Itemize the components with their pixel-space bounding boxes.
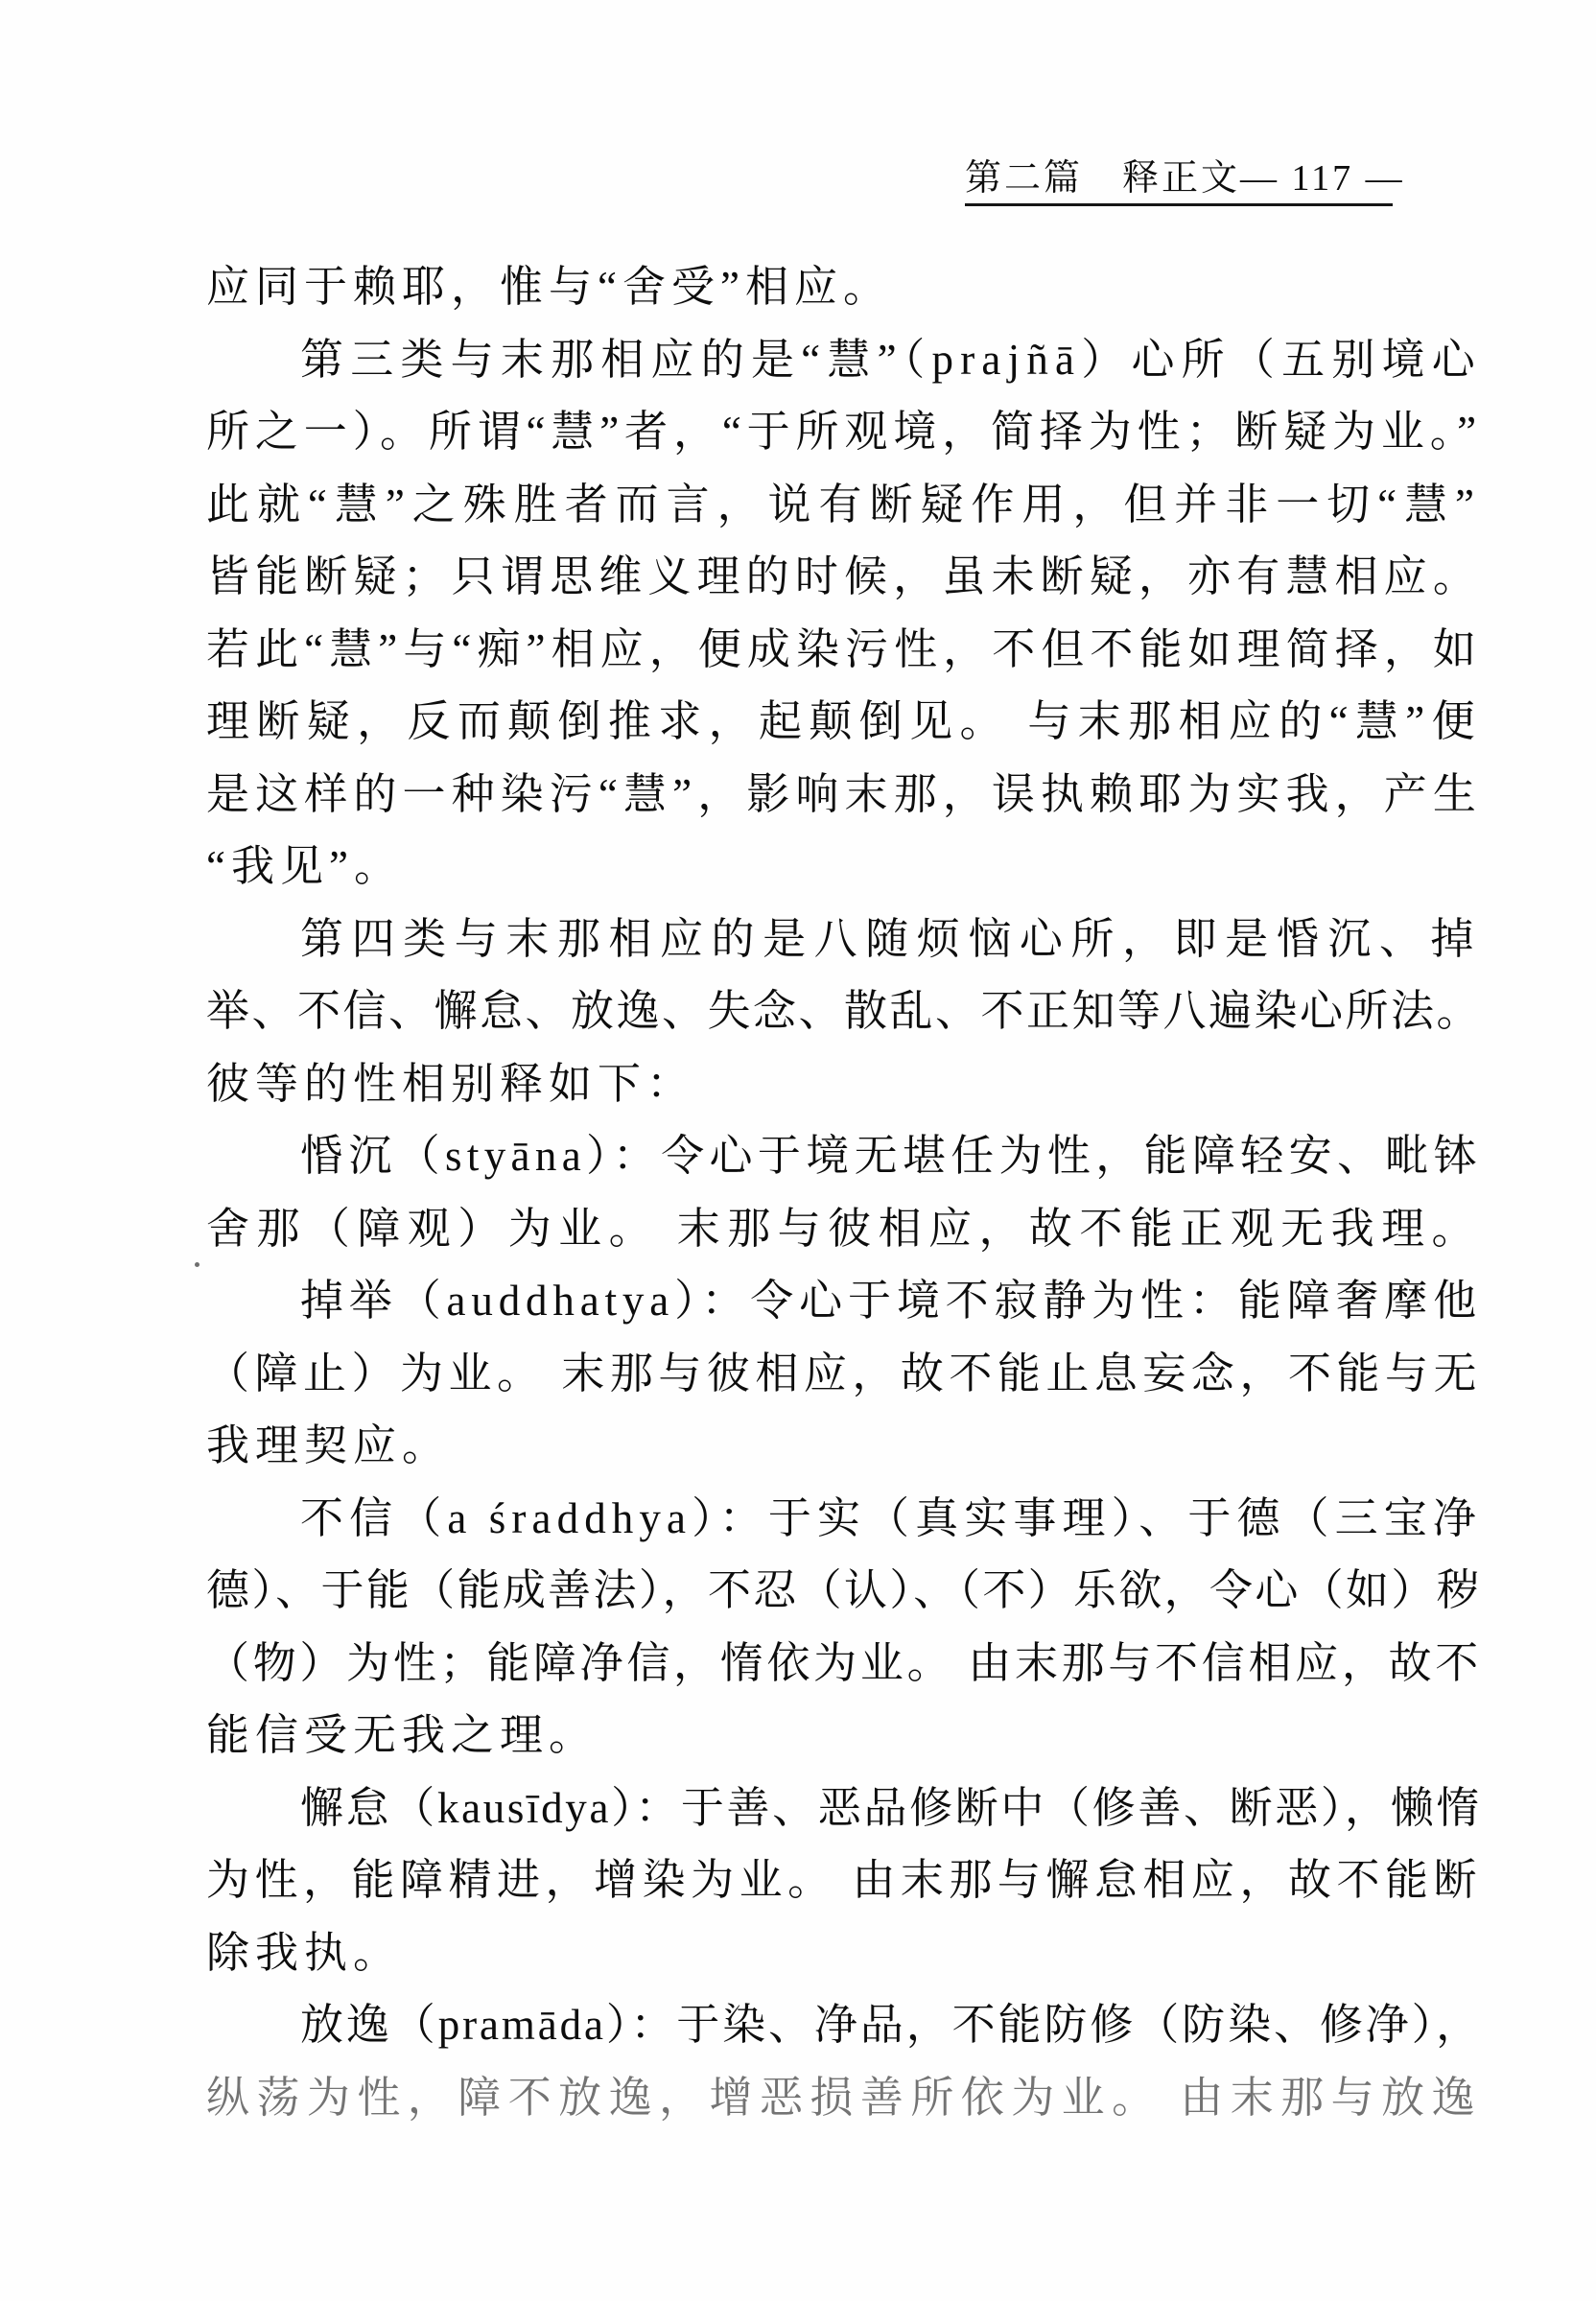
text-line — [206, 396, 1482, 469]
text-line-content: 第四类与末那相应的是八随烦恼心所，即是惛沉、掉 — [300, 914, 1482, 963]
page-header — [965, 144, 1405, 206]
text-line — [206, 1410, 1482, 1483]
text-line — [206, 1700, 1482, 1773]
text-line-content: 皆能断疑；只谓思维义理的时候，虽未断疑，亦有慧相应。 — [206, 552, 1482, 600]
text-line-content: 理断疑，反而颠倒推求，起颠倒见。 与末那相应的“慧”便 — [206, 697, 1482, 745]
text-line-content: 为性，能障精进，增染为业。 由末那与懈怠相应，故不能断 — [206, 1856, 1482, 1904]
header-page-number: — 117 — — [1240, 158, 1405, 200]
text-line — [206, 1917, 1482, 1990]
text-line — [206, 1844, 1482, 1917]
text-line — [206, 831, 1482, 904]
text-line — [206, 1193, 1482, 1266]
text-line-content: 掉举（auddhatya）：令心于境不寂静为性：能障奢摩他 — [300, 1277, 1482, 1325]
text-line-content: 惛沉（styāna）：令心于境无堪任为性，能障轻安、毗钵 — [300, 1132, 1482, 1180]
text-line — [206, 686, 1482, 759]
text-line-content: 彼等的性相别释如下： — [206, 1059, 696, 1108]
text-line-content: “我见”。 — [206, 842, 403, 890]
text-line — [206, 324, 1482, 397]
text-line — [206, 975, 1482, 1048]
text-line — [206, 469, 1482, 542]
text-line-content: 不信（a śraddhya）：于实（真实事理）、于德（三宝净 — [300, 1493, 1482, 1542]
body-text — [206, 251, 1482, 2134]
text-line-content: 能信受无我之理。 — [206, 1711, 598, 1759]
text-line-content: 懈怠（kausīdya）：于善、恶品修断中（修善、断恶），懒惰 — [300, 1783, 1482, 1832]
text-line-content: 应同于赖耶，惟与“舍受”相应。 — [206, 263, 892, 311]
text-line-content: 第三类与末那相应的是“慧”（prajñā）心所（五别境心 — [300, 335, 1482, 384]
text-line — [206, 614, 1482, 687]
text-line — [206, 1628, 1482, 1701]
text-line-content: 纵荡为性，障不放逸，增恶损善所依为业。 由末那与放逸 — [206, 2073, 1482, 2122]
text-line-content: 我理契应。 — [206, 1421, 452, 1469]
text-line-content: 所之一）。所谓“慧”者，“于所观境，简择为性；断疑为业。” — [206, 408, 1482, 456]
text-line — [206, 1120, 1482, 1193]
text-line-content: 若此“慧”与“痴”相应，便成染污性，不但不能如理简择，如 — [206, 624, 1482, 673]
text-line — [206, 1265, 1482, 1338]
text-line-content: 舍那（障观）为业。 末那与彼相应，故不能正观无我理。 — [206, 1204, 1482, 1253]
header-section-title: 第二篇 释正文 — [965, 158, 1241, 200]
text-line — [206, 251, 1482, 324]
text-line-content: 德）、于能（能成善法），不忍（认）、（不）乐欲，令心（如）秽 — [206, 1566, 1482, 1614]
scan-artifact-dot — [195, 1262, 200, 1267]
text-line-content: 举、不信、懈怠、放逸、失念、散乱、不正知等八遍染心所法。 — [206, 987, 1482, 1035]
text-line — [206, 2062, 1482, 2135]
text-line-content: 除我执。 — [206, 1928, 403, 1977]
text-line — [206, 1989, 1482, 2062]
text-line — [206, 1483, 1482, 1556]
text-line — [206, 904, 1482, 976]
text-line-content: （物）为性；能障净信，惰依为业。 由末那与不信相应，故不 — [206, 1638, 1482, 1687]
text-line-content: 此就“慧”之殊胜者而言，说有断疑作用，但并非一切“慧” — [206, 480, 1482, 528]
text-line — [206, 1338, 1482, 1411]
text-line — [206, 1773, 1482, 1845]
text-line-content: （障止）为业。 末那与彼相应，故不能止息妄念，不能与无 — [206, 1349, 1482, 1397]
text-line — [206, 1555, 1482, 1628]
text-line — [206, 541, 1482, 614]
text-line — [206, 759, 1482, 832]
text-line-content: 放逸（pramāda）：于染、净品，不能防修（防染、修净）， — [300, 2001, 1482, 2049]
text-line — [206, 1048, 1482, 1121]
text-line-content: 是这样的一种染污“慧”，影响末那，误执赖耶为实我，产生 — [206, 769, 1482, 818]
